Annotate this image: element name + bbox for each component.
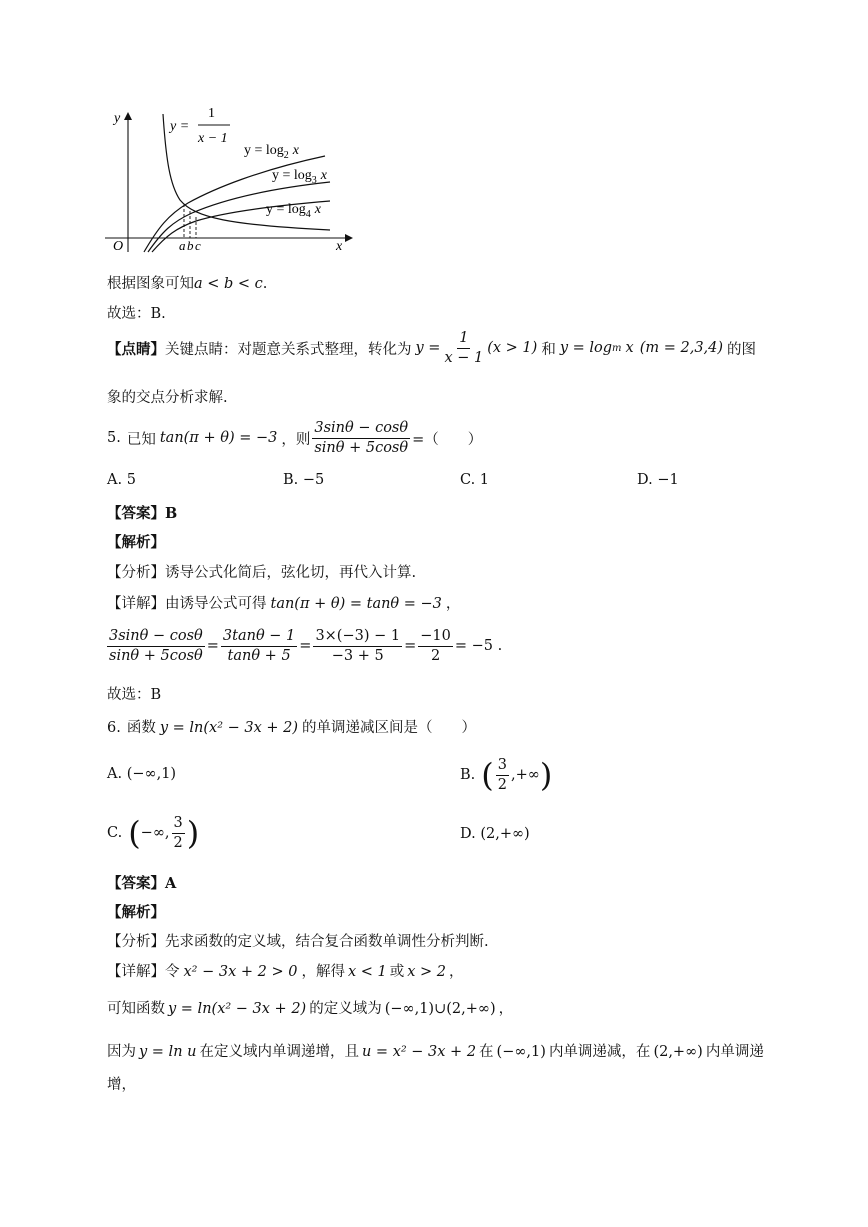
label-log4: $y = \log_4 x$ bbox=[266, 202, 322, 220]
label-reciprocal-num: 1 bbox=[208, 106, 215, 121]
q6-domain: 可知函数 y = ln(x² − 3x + 2) 的定义域为 (−∞,1)∪(2,+∞) ， bbox=[107, 1001, 514, 1017]
q5-fenxi: 【分析】诱导公式化简后，弦化切，再代入计算. bbox=[107, 565, 417, 581]
q5-option-a: A. 5 bbox=[107, 472, 136, 488]
x-axis-arrow bbox=[345, 234, 353, 242]
q5-option-b: B. −5 bbox=[283, 472, 325, 488]
q5-analysis: 【解析】 bbox=[107, 534, 165, 551]
q6-monotonic: 因为 y = ln u 在定义域内单调递增，且 u = x² − 3x + 2 在 (−∞,1) 内单调递减，在 (2,+∞) 内单调递 bbox=[107, 1044, 764, 1060]
q6-option-b: B. ( $\frac{3}{2}$ ,+∞ ) bbox=[460, 756, 553, 794]
q6-fenxi: 【分析】先求函数的定义域，结合复合函数单调性分析判断. bbox=[107, 934, 489, 950]
q6-analysis: 【解析】 bbox=[107, 904, 165, 921]
q4-choice: 故选：B. bbox=[107, 306, 166, 322]
q4-tip-line2: 象的交点分析求解. bbox=[107, 390, 228, 406]
q5-answer: 【答案】B bbox=[107, 505, 178, 522]
q6-option-a: A. (−∞,1) bbox=[107, 766, 177, 782]
q6-option-d: D. (2,+∞) bbox=[460, 826, 530, 842]
label-log3: $y = \log_3 x$ bbox=[272, 168, 328, 186]
label-log2: $y = \log_2 x$ bbox=[244, 143, 300, 161]
q5-option-d: D. −1 bbox=[637, 472, 679, 488]
label-reciprocal-lhs: y = bbox=[170, 119, 190, 134]
tick-b: b bbox=[187, 238, 194, 253]
y-axis-arrow bbox=[124, 112, 132, 120]
q4-conclusion: 根据图象可知a < b < c. bbox=[107, 276, 268, 292]
q6-detail: 【详解】令 x² − 3x + 2 > 0 ，解得 x < 1 或 x > 2 ， bbox=[107, 964, 464, 980]
y-axis-label: y bbox=[114, 111, 121, 126]
tick-a: a bbox=[179, 238, 186, 253]
x-axis-label: x bbox=[336, 239, 343, 254]
q6-stem: 6. 函数 y = ln(x² − 3x + 2) 的单调递减区间是（ ） bbox=[107, 720, 477, 736]
q6-monotonic-line2: 增， bbox=[107, 1077, 136, 1093]
q6-answer: 【答案】A bbox=[107, 875, 177, 892]
q5-stem: 5. 已知 tan(π + θ) = −3 ，则 $\frac{3\sin\theta - \cos\theta}{\sin\theta + 5\cos\theta}$ =（ ） bbox=[107, 420, 483, 456]
q5-detail: 【详解】由诱导公式可得 tan(π + θ) = tanθ = −3 ， bbox=[107, 596, 461, 612]
tick-c: c bbox=[195, 238, 201, 253]
function-graph-figure bbox=[100, 100, 360, 260]
q5-option-c: C. 1 bbox=[460, 472, 490, 488]
q5-computation: $\frac{3\sin\theta - \cos\theta}{\sin\theta + 5\cos\theta}$ = $\frac{3\tan\theta - 1}{\tan\theta + 5}$ = $\frac{3\times(-3) - 1}{-3 + 5}$ = $\frac{-10}{2}$ = −5 . bbox=[109, 628, 503, 664]
q5-choice: 故选：B bbox=[107, 687, 162, 703]
label-reciprocal-den: x − 1 bbox=[198, 131, 228, 146]
origin-label: O bbox=[113, 239, 124, 254]
q4-tip-line1: 【点睛】 关键点睛：对题意关系式整理，转化为 y = $\frac{1}{x - 1}$ (x > 1) 和 y = log m x (m = 2,3,4) 的图 bbox=[107, 330, 757, 366]
q6-option-c: C. ( −∞, $\frac{3}{2}$ ) bbox=[107, 814, 200, 852]
